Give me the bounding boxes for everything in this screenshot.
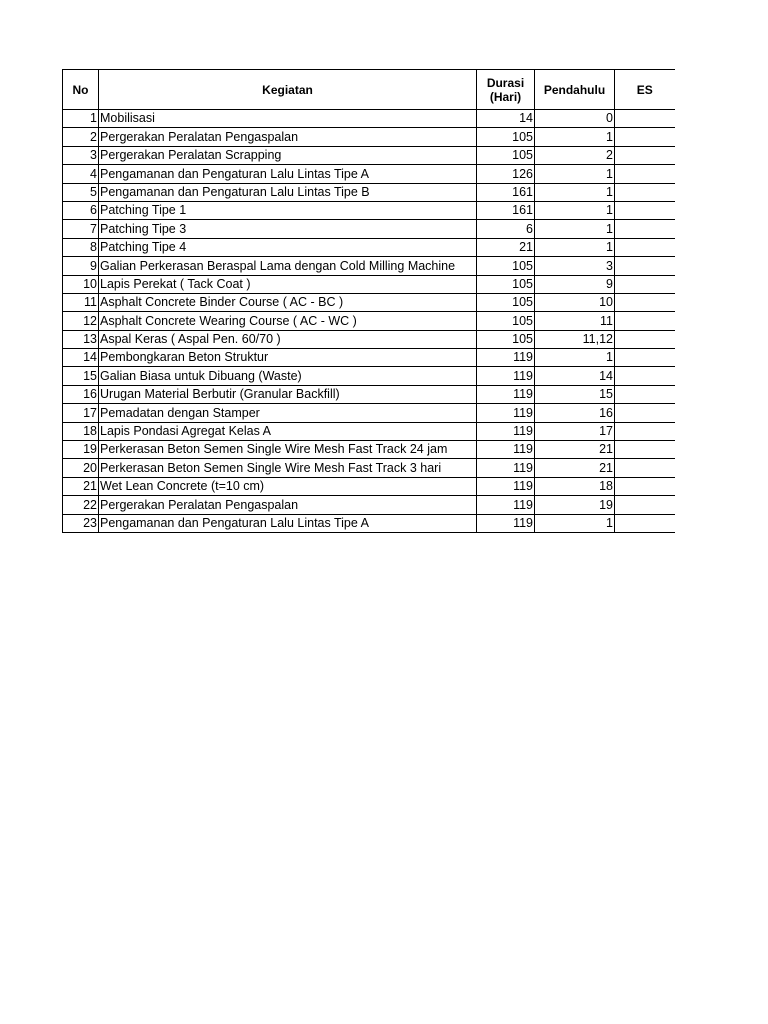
- cell-durasi: 105: [477, 128, 535, 146]
- table-row: [63, 441, 675, 459]
- cell-kegiatan: Patching Tipe 3: [99, 220, 477, 238]
- cell-es: [615, 165, 675, 183]
- cell-es: [615, 496, 675, 514]
- cell-kegiatan: Aspal Keras ( Aspal Pen. 60/70 ): [99, 330, 477, 348]
- cell-kegiatan: Pengamanan dan Pengaturan Lalu Lintas Tipe A: [99, 514, 477, 532]
- cell-kegiatan: Pembongkaran Beton Struktur: [99, 349, 477, 367]
- cell-durasi: 126: [477, 165, 535, 183]
- cell-no: 14: [63, 349, 99, 367]
- cell-no: 20: [63, 459, 99, 477]
- cell-no: 13: [63, 330, 99, 348]
- table-row: [63, 404, 675, 422]
- cell-kegiatan: Patching Tipe 4: [99, 238, 477, 256]
- column-header-durasi: Durasi (Hari): [477, 70, 535, 110]
- cell-no: 2: [63, 128, 99, 146]
- cell-es: [615, 422, 675, 440]
- cell-es: [615, 275, 675, 293]
- cell-durasi: 105: [477, 312, 535, 330]
- cell-es: [615, 183, 675, 201]
- cell-kegiatan: Pengamanan dan Pengaturan Lalu Lintas Tipe A: [99, 165, 477, 183]
- cell-durasi: 105: [477, 330, 535, 348]
- cell-pendahulu: 10: [535, 293, 615, 311]
- cell-no: 15: [63, 367, 99, 385]
- column-header-kegiatan: Kegiatan: [99, 70, 477, 110]
- table-row: [63, 165, 675, 183]
- cell-pendahulu: 1: [535, 220, 615, 238]
- cell-kegiatan: Galian Biasa untuk Dibuang (Waste): [99, 367, 477, 385]
- cell-pendahulu: 1: [535, 201, 615, 219]
- table-row: [63, 349, 675, 367]
- table-row: [63, 367, 675, 385]
- cell-pendahulu: 1: [535, 165, 615, 183]
- cell-no: 9: [63, 257, 99, 275]
- table-row: [63, 183, 675, 201]
- cell-pendahulu: 1: [535, 514, 615, 532]
- cell-no: 1: [63, 110, 99, 128]
- cell-pendahulu: 0: [535, 110, 615, 128]
- cell-pendahulu: 1: [535, 238, 615, 256]
- cell-no: 23: [63, 514, 99, 532]
- column-header-es: ES: [615, 70, 675, 110]
- cell-pendahulu: 9: [535, 275, 615, 293]
- cell-durasi: 119: [477, 441, 535, 459]
- table-row: [63, 477, 675, 495]
- cell-no: 18: [63, 422, 99, 440]
- cell-kegiatan: Lapis Perekat ( Tack Coat ): [99, 275, 477, 293]
- cell-pendahulu: 1: [535, 349, 615, 367]
- cell-durasi: 161: [477, 183, 535, 201]
- cell-durasi: 119: [477, 459, 535, 477]
- cell-durasi: 105: [477, 146, 535, 164]
- table-row: [63, 514, 675, 532]
- cell-es: [615, 367, 675, 385]
- cell-kegiatan: Pergerakan Peralatan Scrapping: [99, 146, 477, 164]
- table-row: [63, 422, 675, 440]
- cell-no: 8: [63, 238, 99, 256]
- cell-es: [615, 128, 675, 146]
- cell-no: 5: [63, 183, 99, 201]
- cell-durasi: 105: [477, 293, 535, 311]
- cell-pendahulu: 21: [535, 441, 615, 459]
- cell-no: 6: [63, 201, 99, 219]
- cell-no: 21: [63, 477, 99, 495]
- table-row: [63, 201, 675, 219]
- cell-kegiatan: Pergerakan Peralatan Pengaspalan: [99, 496, 477, 514]
- cell-durasi: 119: [477, 422, 535, 440]
- table-row: [63, 330, 675, 348]
- table-row: [63, 293, 675, 311]
- cell-no: 11: [63, 293, 99, 311]
- table-row: [63, 385, 675, 403]
- cell-no: 4: [63, 165, 99, 183]
- cell-durasi: 14: [477, 110, 535, 128]
- cell-kegiatan: Wet Lean Concrete (t=10 cm): [99, 477, 477, 495]
- table-row: [63, 110, 675, 128]
- table-row: [63, 275, 675, 293]
- cell-es: [615, 257, 675, 275]
- cell-durasi: 119: [477, 514, 535, 532]
- cell-pendahulu: 1: [535, 128, 615, 146]
- cell-kegiatan: Perkerasan Beton Semen Single Wire Mesh Fast Track 24 jam: [99, 441, 477, 459]
- cell-pendahulu: 1: [535, 183, 615, 201]
- cell-durasi: 105: [477, 257, 535, 275]
- cell-kegiatan: Asphalt Concrete Binder Course ( AC - BC ): [99, 293, 477, 311]
- cell-pendahulu: 18: [535, 477, 615, 495]
- cell-pendahulu: 3: [535, 257, 615, 275]
- cell-no: 3: [63, 146, 99, 164]
- cell-pendahulu: 11: [535, 312, 615, 330]
- cell-pendahulu: 19: [535, 496, 615, 514]
- cell-durasi: 119: [477, 367, 535, 385]
- cell-durasi: 119: [477, 496, 535, 514]
- cell-pendahulu: 21: [535, 459, 615, 477]
- cell-es: [615, 514, 675, 532]
- table-row: [63, 312, 675, 330]
- cell-kegiatan: Pemadatan dengan Stamper: [99, 404, 477, 422]
- cell-pendahulu: 15: [535, 385, 615, 403]
- cell-es: [615, 238, 675, 256]
- cell-no: 12: [63, 312, 99, 330]
- cell-no: 16: [63, 385, 99, 403]
- cell-kegiatan: Pergerakan Peralatan Pengaspalan: [99, 128, 477, 146]
- cell-pendahulu: 14: [535, 367, 615, 385]
- cell-es: [615, 441, 675, 459]
- cell-no: 10: [63, 275, 99, 293]
- cell-pendahulu: 17: [535, 422, 615, 440]
- cell-es: [615, 312, 675, 330]
- cell-no: 19: [63, 441, 99, 459]
- table-row: [63, 146, 675, 164]
- cell-kegiatan: Galian Perkerasan Beraspal Lama dengan Cold Milling Machine: [99, 257, 477, 275]
- cell-es: [615, 404, 675, 422]
- table-row: [63, 238, 675, 256]
- cell-durasi: 119: [477, 349, 535, 367]
- cell-durasi: 119: [477, 477, 535, 495]
- cell-es: [615, 477, 675, 495]
- cell-es: [615, 385, 675, 403]
- cell-es: [615, 349, 675, 367]
- cell-durasi: 161: [477, 201, 535, 219]
- cell-kegiatan: Urugan Material Berbutir (Granular Backfill): [99, 385, 477, 403]
- cell-no: 7: [63, 220, 99, 238]
- cell-es: [615, 293, 675, 311]
- cell-pendahulu: 16: [535, 404, 615, 422]
- cell-durasi: 21: [477, 238, 535, 256]
- cell-kegiatan: Asphalt Concrete Wearing Course ( AC - WC ): [99, 312, 477, 330]
- table-body: [63, 110, 675, 533]
- table-row: [63, 459, 675, 477]
- cell-es: [615, 146, 675, 164]
- cell-kegiatan: Mobilisasi: [99, 110, 477, 128]
- cell-durasi: 119: [477, 385, 535, 403]
- header-row: [63, 70, 675, 110]
- table-row: [63, 220, 675, 238]
- cell-kegiatan: Perkerasan Beton Semen Single Wire Mesh Fast Track 3 hari: [99, 459, 477, 477]
- table-row: [63, 128, 675, 146]
- cell-kegiatan: Pengamanan dan Pengaturan Lalu Lintas Tipe B: [99, 183, 477, 201]
- cell-pendahulu: 11,12: [535, 330, 615, 348]
- cell-durasi: 6: [477, 220, 535, 238]
- cell-kegiatan: Lapis Pondasi Agregat Kelas A: [99, 422, 477, 440]
- cell-es: [615, 330, 675, 348]
- cell-es: [615, 459, 675, 477]
- cell-kegiatan: Patching Tipe 1: [99, 201, 477, 219]
- activity-table: [62, 69, 675, 533]
- column-header-no: No: [63, 70, 99, 110]
- cell-pendahulu: 2: [535, 146, 615, 164]
- cell-no: 22: [63, 496, 99, 514]
- cell-no: 17: [63, 404, 99, 422]
- cell-es: [615, 201, 675, 219]
- cell-es: [615, 220, 675, 238]
- column-header-pendahulu: Pendahulu: [535, 70, 615, 110]
- cell-durasi: 119: [477, 404, 535, 422]
- cell-es: [615, 110, 675, 128]
- table-row: [63, 496, 675, 514]
- table-row: [63, 257, 675, 275]
- cell-durasi: 105: [477, 275, 535, 293]
